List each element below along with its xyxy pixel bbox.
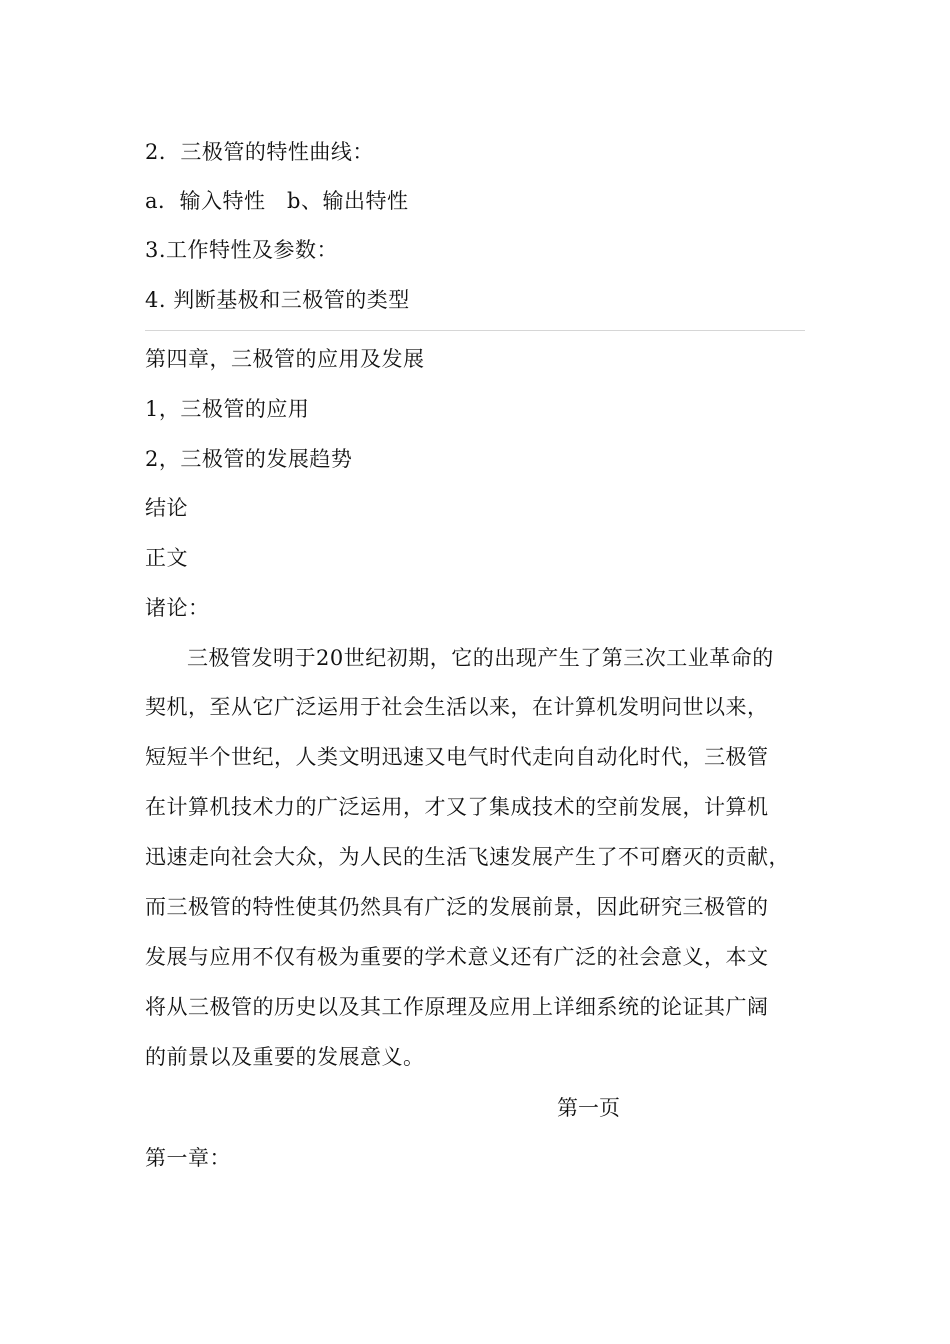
paragraph-line: 短短半个世纪，人类文明迅速又电气时代走向自动化时代，三极管 bbox=[145, 745, 769, 769]
paragraph-line: 契机，至从它广泛运用于社会生活以来，在计算机发明问世以来， bbox=[145, 695, 769, 719]
section-divider bbox=[145, 330, 805, 331]
chapter4-item-1: 1，三极管的应用 bbox=[145, 397, 310, 421]
paragraph-line: 三极管发明于20世纪初期，它的出现产生了第三次工业革命的 bbox=[187, 646, 774, 670]
outline-item-working-params: 3.工作特性及参数： bbox=[145, 238, 339, 262]
paragraph-line: 的前景以及重要的发展意义。 bbox=[145, 1045, 425, 1069]
paragraph-line: 将从三极管的历史以及其工作原理及应用上详细系统的论证其广阔 bbox=[145, 995, 769, 1019]
chapter1-heading: 第一章： bbox=[145, 1146, 231, 1170]
intro-heading: 诸论： bbox=[145, 596, 210, 620]
chapter4-item-2: 2，三极管的发展趋势 bbox=[145, 447, 353, 471]
outline-item-input-output: a．输入特性 b、输出特性 bbox=[145, 189, 409, 213]
page-number-label: 第一页 bbox=[557, 1096, 620, 1120]
paragraph-line: 迅速走向社会大众，为人民的生活飞速发展产生了不可磨灭的贡献， bbox=[145, 845, 790, 869]
paragraph-line: 而三极管的特性使其仍然具有广泛的发展前景，因此研究三极管的 bbox=[145, 895, 769, 919]
conclusion-heading: 结论 bbox=[145, 496, 188, 520]
outline-item-characteristic-curves: 2．三极管的特性曲线： bbox=[145, 140, 374, 164]
paragraph-line: 发展与应用不仅有极为重要的学术意义还有广泛的社会意义，本文 bbox=[145, 945, 769, 969]
chapter4-title: 第四章，三极管的应用及发展 bbox=[145, 347, 425, 371]
outline-item-judge-type: 4. 判断基极和三极管的类型 bbox=[145, 288, 410, 312]
body-heading: 正文 bbox=[145, 546, 188, 570]
paragraph-line: 在计算机技术力的广泛运用，才又了集成技术的空前发展，计算机 bbox=[145, 795, 769, 819]
